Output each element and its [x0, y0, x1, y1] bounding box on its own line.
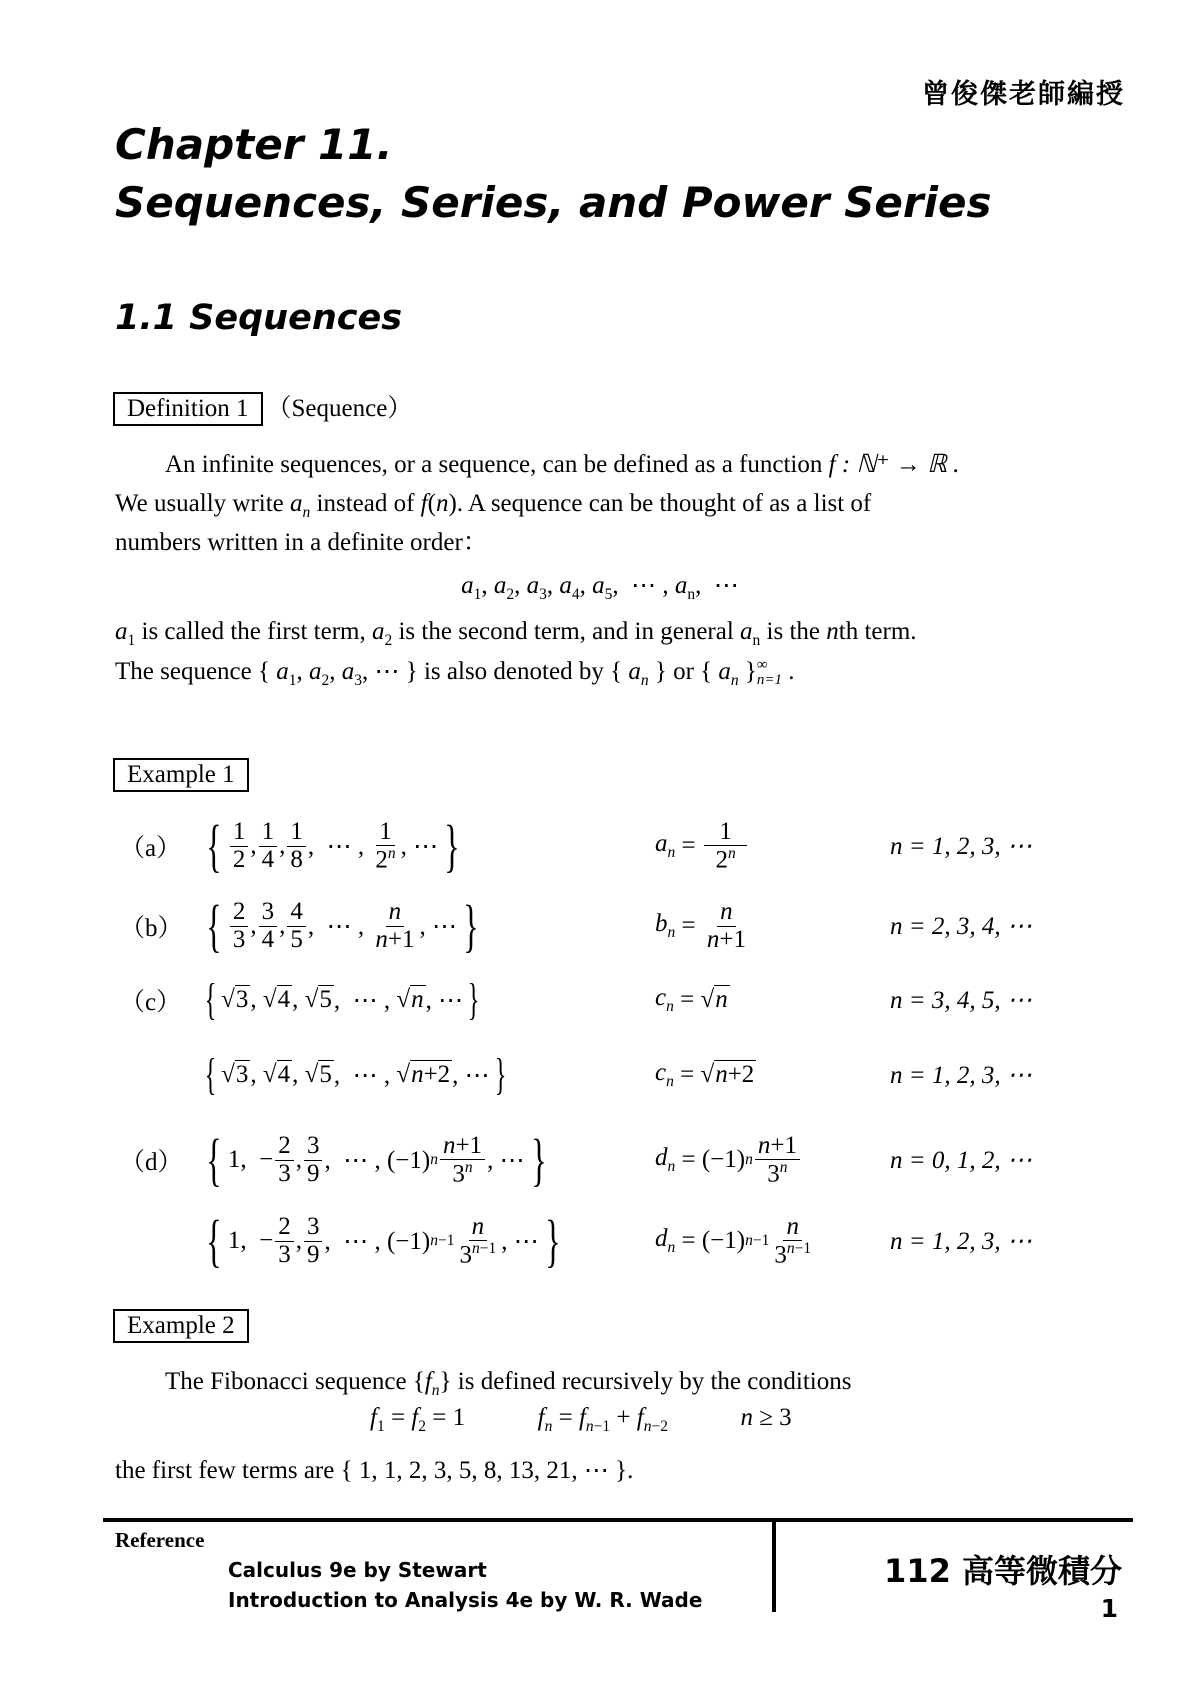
example2-line-3: the first few terms are { 1, 1, 2, 3, 5, 8, 13, 21, ⋯ }.: [115, 1457, 634, 1484]
definition-line-3: numbers written in a definite order：: [115, 529, 488, 556]
reference-title: Reference: [115, 1528, 205, 1552]
definition-header: [113, 388, 412, 426]
row-label: （a）: [120, 835, 182, 862]
row-sequence: { √3 , √4 , √5 , ⋯ , √n , ⋯ }: [204, 975, 480, 1025]
definition-line-2: We usually write $a_n$ instead of f(n). A sequence can be thought of as a list of: [115, 490, 872, 521]
row-formula: $b_n$ = $\frac{n}{n+1}$: [655, 898, 746, 953]
footer-divider: [772, 1522, 776, 1612]
example1-row-d-alt: [0, 1207, 1200, 1273]
fibonacci-conditions: $f_1 = f_2 = 1$ $f_n = f_{n-1} + f_{n-2}$ n ≥ 3: [370, 1404, 792, 1435]
row-formula: $a_n$ = $\frac{1}{2^n}$: [655, 816, 749, 876]
row-range: n = 1, 2, 3, ⋯: [890, 1228, 1032, 1255]
definition-name: （Sequence）: [266, 395, 413, 422]
row-range: n = 2, 3, 4, ⋯: [890, 913, 1032, 940]
example1-row-a: [0, 812, 1200, 878]
definition-text: We usually write: [115, 490, 291, 517]
definition-label: Definition 1: [113, 392, 263, 426]
row-formula: $d_n$ = (−1) n $\frac{n+1}{3^n}$: [655, 1130, 802, 1190]
math-fn: f: [420, 490, 428, 517]
example2-header: [113, 1309, 249, 1343]
row-range: n = 1, 2, 3, ⋯: [890, 833, 1032, 860]
section-title: 1.1 Sequences: [115, 298, 403, 338]
example1-row-d: [0, 1126, 1200, 1192]
definition-text: An infinite sequences, or a sequence, can be defined as a function: [165, 451, 829, 478]
row-sequence: { 1, − $\frac{2}{3}$ , $\frac{3}{9}$ , ⋯ , (−1) n−1 $\frac{n}{3^{n-1}}$ , ⋯ }: [206, 1207, 561, 1273]
reference-item: Calculus 9e by Stewart: [228, 1558, 487, 1582]
example2-line-1: The Fibonacci sequence $\{f_n\}$ is defined recursively by the conditions: [165, 1368, 852, 1399]
row-label: （c）: [120, 989, 182, 1016]
author-header: 曾俊傑老師編授: [922, 79, 1125, 110]
example2-label: Example 2: [113, 1309, 249, 1343]
row-range: n = 0, 1, 2, ⋯: [890, 1147, 1032, 1174]
math-an: $a_n$: [290, 490, 311, 521]
example1-row-c-alt: [0, 1045, 1200, 1105]
sequence-list: $a_1$, $a_2$, $a_3$, $a_4$, $a_5$, ⋯ , $a_n$, ⋯: [461, 572, 739, 603]
row-sequence: { 1, − $\frac{2}{3}$ , $\frac{3}{9}$ , ⋯ , (−1) n $\frac{n+1}{3^n}$ , ⋯ }: [206, 1126, 547, 1192]
example1-row-c: [0, 970, 1200, 1030]
row-formula: $c_n$ = √n: [655, 984, 728, 1015]
row-formula: $c_n$ = √n+2: [655, 1059, 755, 1090]
course-title: 112 高等微積分: [884, 1552, 1122, 1590]
example1-label: Example 1: [113, 758, 249, 792]
row-sequence: { √3 , √4 , √5 , ⋯ , √n+2 , ⋯ }: [204, 1050, 507, 1100]
row-label: （b）: [120, 915, 183, 942]
definition-line-1: [115, 445, 1105, 484]
example1-row-b: [0, 892, 1200, 958]
definition-line-4: $a_1$ is called the first term, $a_2$ is the second term, and in general $a_n$ is the nth term.: [115, 618, 917, 649]
row-range: n = 3, 4, 5, ⋯: [890, 987, 1032, 1014]
row-range: n = 1, 2, 3, ⋯: [890, 1062, 1032, 1089]
chapter-title: Chapter 11.: [115, 120, 393, 169]
example1-header: [113, 758, 249, 792]
function-notation: f : ℕ⁺ → ℝ .: [828, 451, 960, 478]
row-label: （d）: [120, 1149, 183, 1176]
reference-item: Introduction to Analysis 4e by W. R. Wade: [228, 1588, 703, 1612]
chapter-subtitle: Sequences, Series, and Power Series: [115, 178, 992, 227]
row-formula: $d_n$ = (−1) n−1 $\frac{n}{3^{n-1}}$: [655, 1212, 812, 1269]
definition-text: . A sequence can be thought of as a list of: [456, 490, 872, 517]
fibonacci-terms: { 1, 1, 2, 3, 5, 8, 13, 21, ⋯ }.: [340, 1457, 634, 1484]
definition-line-5: The sequence { $a_1$, $a_2$, $a_3$, ⋯ } is also denoted by { $a_n$ } or { $a_n$ } ∞ n=1 .: [115, 657, 795, 689]
row-sequence: { $\frac{1}{2}$ , $\frac{1}{4}$ , $\frac{1}{8}$ , ⋯ , $\frac{1}{2^n}$ , ⋯ }: [206, 812, 460, 878]
footer-rule: [103, 1518, 1133, 1522]
row-sequence: { $\frac{2}{3}$ , $\frac{3}{4}$ , $\frac{4}{5}$ , ⋯ , $\frac{n}{n+1}$ , ⋯ }: [206, 892, 479, 958]
page-number: 1: [1100, 1594, 1118, 1623]
definition-text: instead of: [316, 490, 421, 517]
